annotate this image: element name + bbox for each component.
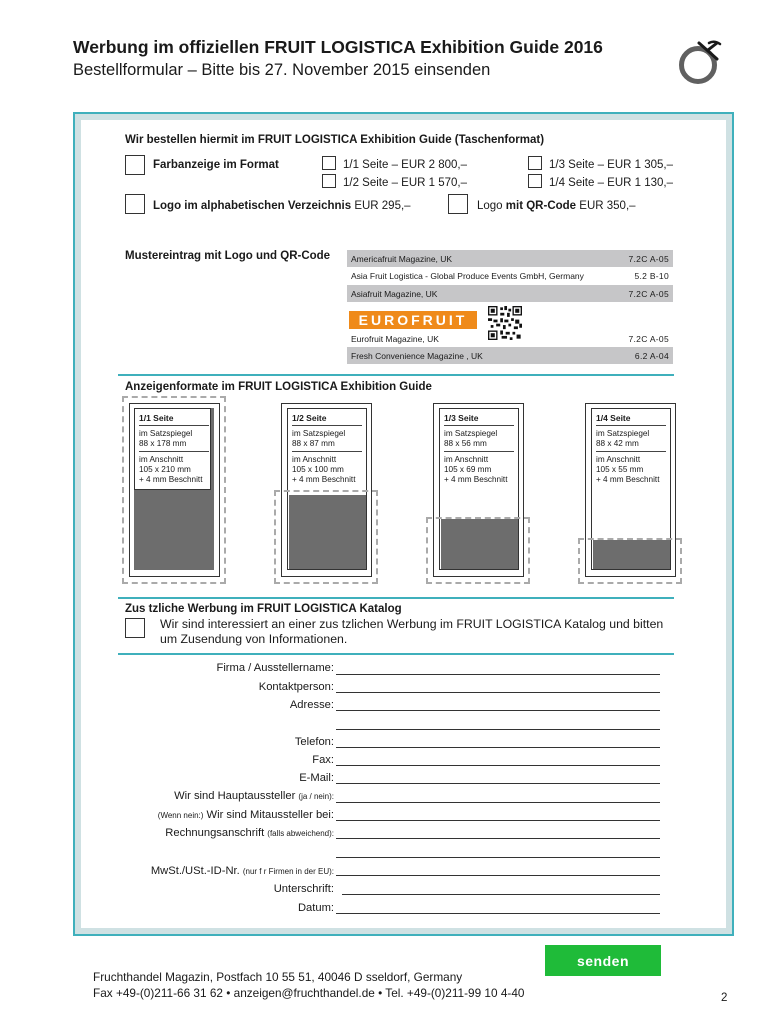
logo-price: EUR 295,– (354, 200, 411, 212)
vat-field[interactable] (336, 875, 660, 876)
anschnitt-label: im Anschnitt (292, 455, 337, 464)
logo-cross-icon (695, 40, 723, 62)
separator (139, 451, 209, 452)
anschnitt-size: 105 x 69 mm (444, 465, 492, 474)
anschnitt-label: im Anschnitt (596, 455, 641, 464)
divider (118, 653, 674, 655)
katalog-text-line2: um Zusendung von Informationen. (160, 632, 348, 646)
entry-location: 7.2C A-05 (628, 253, 669, 264)
anschnitt-size: 105 x 210 mm (139, 465, 191, 474)
main-exhibitor-text: Wir sind Hauptaussteller (174, 790, 296, 802)
fax-label: Fax: (312, 754, 334, 766)
entry-location: 7.2C A-05 (628, 333, 669, 344)
signature-label: Unterschrift: (273, 883, 334, 895)
beschnitt: + 4 mm Beschnitt (292, 475, 356, 484)
divider (118, 374, 674, 376)
formats-heading: Anzeigenformate im FRUIT LOGISTICA Exhibition Guide (125, 381, 432, 393)
list-item (347, 330, 673, 347)
address-field-2[interactable] (336, 729, 660, 730)
format-labels (444, 413, 514, 485)
date-field[interactable] (336, 913, 660, 914)
color-ad-label: Farbanzeige im Format (153, 159, 279, 171)
satz-label: im Satzspiegel (444, 429, 498, 438)
ad-area (289, 495, 366, 569)
satz-size: 88 x 42 mm (596, 439, 639, 448)
anschnitt-size: 105 x 55 mm (596, 465, 644, 474)
katalog-heading: Zus tzliche Werbung im FRUIT LOGISTICA Katalog (125, 603, 402, 615)
katalog-text-line1: Wir sind interessiert an einer zus tzlichen Werbung im FRUIT LOGISTICA Katalog und bitten (160, 617, 664, 631)
satz-size: 88 x 87 mm (292, 439, 335, 448)
entry-location: 6.2 A-04 (634, 350, 669, 361)
main-exhibitor-note: (ja / nein): (298, 792, 334, 801)
option-full-page: 1/1 Seite – EUR 2 800,– (343, 159, 468, 171)
main-exhibitor-label (174, 790, 334, 802)
separator (596, 451, 666, 452)
ad-area (593, 540, 670, 569)
format-labels (139, 413, 209, 485)
format-title: 1/3 Seite (444, 413, 479, 423)
fax-field[interactable] (336, 765, 660, 766)
katalog-checkbox[interactable] (125, 618, 145, 638)
list-item (347, 285, 673, 302)
option-third-page: 1/3 Seite – EUR 1 305,– (549, 159, 674, 171)
date-label: Datum: (297, 902, 334, 914)
co-exhibitor-field[interactable] (336, 820, 660, 821)
order-heading: Wir bestellen hiermit im FRUIT LOGISTICA Exhibition Guide (Taschenformat) (125, 134, 545, 146)
separator (444, 451, 514, 452)
billing-note: (falls abweichend): (267, 829, 334, 838)
contact-label: Kontaktperson: (258, 681, 334, 693)
co-exhibitor-label (158, 809, 334, 821)
separator (292, 451, 362, 452)
separator (596, 425, 666, 426)
list-item (347, 347, 673, 364)
co-exhibitor-note: (Wenn nein:) (157, 811, 204, 820)
send-button[interactable]: senden (545, 945, 661, 976)
page-number: 2 (721, 992, 728, 1004)
entry-location: 5.2 B-10 (634, 270, 669, 281)
billing-label (165, 827, 334, 839)
co-exhibitor-text: Wir sind Mitaussteller bei: (206, 809, 334, 821)
company-label: Firma / Ausstellername: (216, 662, 334, 674)
separator (292, 425, 362, 426)
anschnitt-label: im Anschnitt (139, 455, 184, 464)
divider (118, 597, 674, 599)
full-page-checkbox[interactable] (322, 156, 336, 170)
vat-text: MwSt./USt.-ID-Nr. (150, 865, 240, 877)
beschnitt: + 4 mm Beschnitt (596, 475, 660, 484)
list-item (347, 267, 673, 284)
email-field[interactable] (336, 783, 660, 784)
page-title: Werbung im offiziellen FRUIT LOGISTICA Exhibition Guide 2016 (73, 37, 603, 57)
beschnitt: + 4 mm Beschnitt (139, 475, 203, 484)
vat-note: (nur f r Firmen in der EU): (242, 867, 334, 876)
vat-label (151, 865, 334, 877)
anschnitt-size: 105 x 100 mm (292, 465, 344, 474)
footer-contact: Fax +49-(0)211-66 31 62 • anzeigen@fruchthandel.de • Tel. +49-(0)211-99 10 4-40 (93, 986, 525, 1000)
billing-text: Rechnungsanschrift (165, 827, 265, 839)
format-labels (596, 413, 666, 485)
satz-size: 88 x 178 mm (139, 439, 187, 448)
anschnitt-label: im Anschnitt (444, 455, 489, 464)
half-page-checkbox[interactable] (322, 174, 336, 188)
ad-area (441, 519, 518, 569)
separator (139, 425, 209, 426)
page-subtitle: Bestellformular – Bitte bis 27. November 2015 einsenden (73, 61, 491, 79)
entry-name: Eurofruit Magazine, UK (351, 333, 439, 344)
logo-option (153, 200, 411, 212)
footer-address: Fruchthandel Magazin, Postfach 10 55 51, 40046 D sseldorf, Germany (93, 970, 463, 984)
contact-field[interactable] (336, 692, 660, 693)
phone-field[interactable] (336, 747, 660, 748)
address-field[interactable] (336, 710, 660, 711)
logo-qr-prefix: Logo (477, 200, 503, 212)
third-page-checkbox[interactable] (528, 156, 542, 170)
logo-qr-price: EUR 350,– (579, 200, 636, 212)
list-item (347, 250, 673, 267)
billing-field-2[interactable] (336, 857, 660, 858)
sample-heading: Mustereintrag mit Logo und QR-Code (125, 250, 331, 262)
color-ad-checkbox[interactable] (125, 155, 145, 175)
option-half-page: 1/2 Seite – EUR 1 570,– (343, 177, 468, 189)
company-field[interactable] (336, 674, 660, 675)
logo-checkbox[interactable] (125, 194, 145, 214)
option-quarter-page: 1/4 Seite – EUR 1 130,– (549, 177, 674, 189)
logo-qr-checkbox[interactable] (448, 194, 468, 214)
address-label: Adresse: (289, 699, 334, 711)
satz-label: im Satzspiegel (292, 429, 346, 438)
beschnitt: + 4 mm Beschnitt (444, 475, 508, 484)
main-exhibitor-field[interactable] (336, 802, 660, 803)
entry-name: Americafruit Magazine, UK (351, 253, 453, 264)
quarter-page-checkbox[interactable] (528, 174, 542, 188)
billing-field[interactable] (336, 838, 660, 839)
format-labels (292, 413, 362, 485)
entry-location: 7.2C A-05 (628, 288, 669, 299)
phone-label: Telefon: (294, 736, 334, 748)
signature-field[interactable] (342, 894, 660, 895)
satz-size: 88 x 56 mm (444, 439, 487, 448)
logo-qr-option (477, 200, 636, 212)
eurofruit-logo: EUROFRUIT (349, 311, 477, 329)
katalog-text (160, 617, 663, 647)
format-title: 1/1 Seite (139, 413, 174, 423)
email-label: E-Mail: (299, 772, 334, 784)
format-title: 1/2 Seite (292, 413, 327, 423)
logo-label: Logo im alphabetischen Verzeichnis (153, 200, 352, 212)
satz-label: im Satzspiegel (139, 429, 193, 438)
entry-name: Asia Fruit Logistica - Global Produce Events GmbH, Germany (351, 270, 584, 281)
logo-qr-bold: mit QR-Code (505, 200, 577, 212)
entry-name: Asiafruit Magazine, UK (351, 288, 438, 299)
entry-name: Fresh Convenience Magazine , UK (351, 350, 483, 361)
format-title: 1/4 Seite (596, 413, 631, 423)
separator (444, 425, 514, 426)
satz-label: im Satzspiegel (596, 429, 650, 438)
